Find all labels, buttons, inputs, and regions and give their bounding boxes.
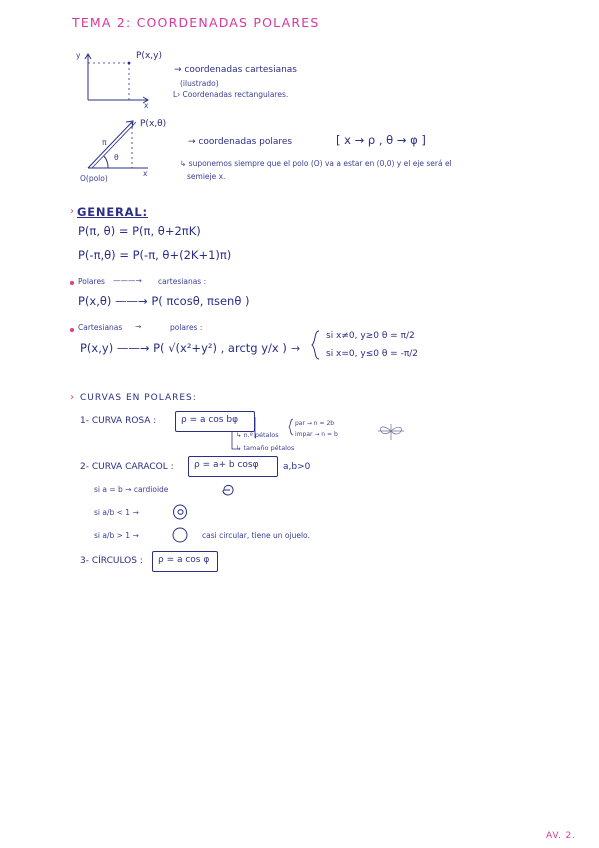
cartesianas-arrow-icon: → <box>135 322 142 331</box>
polares-arrow-icon: ———→ <box>113 276 142 285</box>
polar-note: → coordenadas polares <box>188 137 293 147</box>
rose-brace <box>289 419 293 435</box>
curva-rosa-sub1: ↳ n.º pétalos <box>236 431 279 439</box>
polar-x-label: x <box>143 169 148 178</box>
section-marker-icon: › <box>70 392 74 403</box>
rose-curve-sketch <box>378 424 404 440</box>
general-eq2: P(-π,θ) = P(-π, θ+(2K+1)π) <box>78 248 232 262</box>
polar-mapping: [ x → ρ , θ → φ ] <box>336 133 426 147</box>
polares-label-2: polares : <box>170 323 203 332</box>
curva-caracol-cond: a,b>0 <box>283 462 311 472</box>
circulos-label: 3- CÍRCULOS : <box>80 556 143 566</box>
polar-radius <box>88 122 132 168</box>
general-eq4: P(x,y) ——→ P( √(x²+y²) , arctg y/x ) <box>80 341 287 355</box>
conversion-arrow-icon: → <box>291 342 301 355</box>
cartesianas-label: cartesianas : <box>158 277 207 286</box>
section-marker-icon: › <box>70 206 74 217</box>
cartesian-note-3: L› Coordenadas rectangulares. <box>173 90 289 99</box>
case-brace <box>312 331 319 359</box>
curvas-heading: CURVAS EN POLARES: <box>80 393 197 403</box>
cartesianas-label-2: Cartesianas <box>78 323 123 332</box>
curva-rosa-label: 1- CURVA ROSA : <box>80 416 157 426</box>
curva-caracol-label: 2- CURVA CARACOL : <box>80 462 174 472</box>
circulos-formula: ρ = a cos φ <box>158 555 210 565</box>
limacon-sketch <box>174 505 187 519</box>
circular-sketch <box>173 528 187 542</box>
polares-label: Polares <box>78 277 105 286</box>
point-polar-label: P(x,θ) <box>140 119 167 129</box>
point-cartesian-label: P(x,y) <box>136 51 162 61</box>
case-1: si x≠0, y≥0 θ = π/2 <box>326 331 415 341</box>
origin-label: O(polo) <box>80 174 108 183</box>
polar-note-3: semieje x. <box>187 172 226 181</box>
page-title: TEMA 2: COORDENADAS POLARES <box>72 15 320 30</box>
general-heading: GENERAL: <box>77 205 148 219</box>
radius-label: π <box>102 138 107 147</box>
general-eq1: P(π, θ) = P(π, θ+2πK) <box>78 224 201 238</box>
caracol-case-3: si a/b > 1 → <box>94 531 139 540</box>
caracol-case-3-note: casi circular, tiene un ojuelo. <box>202 531 310 540</box>
curva-rosa-sub2: ↳ tamaño pétalos <box>236 444 295 452</box>
curva-rosa-brace1: par → n = 2b <box>295 420 335 427</box>
caracol-case-1: si a = b → cardioide <box>94 485 169 494</box>
caracol-case-2: si a/b < 1 → <box>94 508 139 517</box>
curva-rosa-formula: ρ = a cos bφ <box>181 415 239 425</box>
polar-note-2: ↳ suponemos siempre que el polo (O) va a estar en (0,0) y el eje será el <box>180 159 452 168</box>
cartesian-note-2: (ilustrado) <box>180 79 219 88</box>
curva-rosa-brace2: impar → n = b <box>295 431 338 438</box>
cardioid-sketch <box>223 485 233 495</box>
bullet-icon <box>70 328 74 332</box>
axis-y-label: y <box>76 51 81 60</box>
cartesian-note-1: → coordenadas cartesianas <box>174 65 297 75</box>
case-2: si x=0, y≤0 θ = -π/2 <box>326 349 419 359</box>
general-eq3: P(x,θ) ——→ P( πcosθ, πsenθ ) <box>78 294 250 308</box>
theta-label: θ <box>114 153 119 162</box>
curva-caracol-formula: ρ = a+ b cosφ <box>194 460 259 470</box>
axis-x-label: x <box>144 101 149 110</box>
page-footer: AV. 2. <box>546 831 576 841</box>
bullet-icon <box>70 281 74 285</box>
